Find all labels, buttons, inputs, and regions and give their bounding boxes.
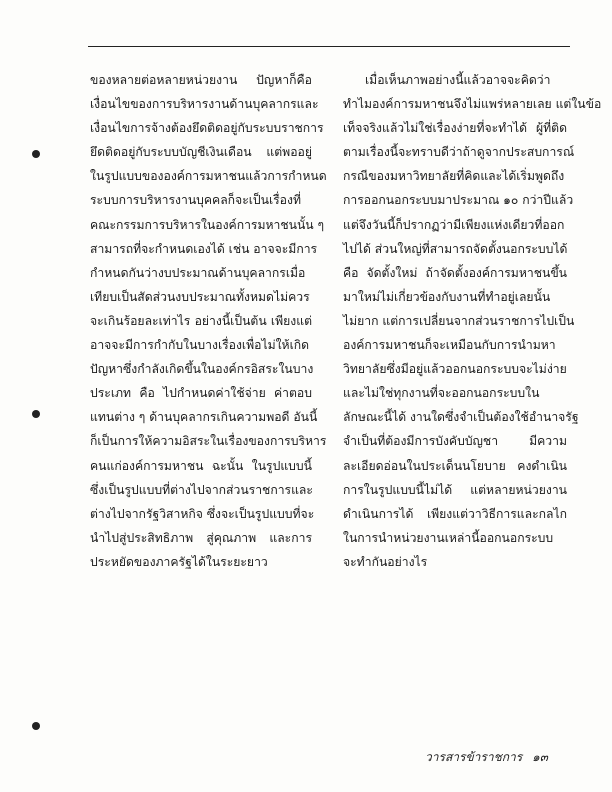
- text-line: ก็เป็นการให้ความอิสระในเรื่องของการบริหาร: [90, 434, 327, 449]
- text-line: จำเป็นที่ต้องมีการบังคับบัญชา มีความ: [343, 434, 567, 449]
- text-line: ยึดติดอยู่กับระบบบัญชีเงินเดือน แต่พออยู่: [90, 145, 312, 160]
- text-line: ไม่ยาก แต่การเปลี่ยนจากส่วนราชการไปเป็น: [343, 313, 575, 328]
- text-line: การออกนอกระบบมาประมาณ ๑๐ กว่าปีแล้ว: [343, 193, 574, 208]
- text-line: กรณีของมหาวิทยาลัยที่คิดและได้เริ่มพูดถึง: [343, 169, 565, 184]
- text-line: ดำเนินการได้ เพียงแต่วาวิธีการและกลไก: [343, 506, 567, 521]
- text-line: กำหนดกันว่างบประมาณด้านบุคลากรเมื่อ: [90, 265, 306, 280]
- text-line: จะเกินร้อยละเท่าไร อย่างนี้เป็นต้น เพียงแต่: [90, 313, 312, 328]
- text-line: ไปได้ ส่วนใหญ่ที่สามารถจัดตั้งนอกระบบได้: [343, 241, 568, 256]
- left-column: [90, 68, 327, 574]
- text-line: องค์การมหาชนก็จะเหมือนกับการนำมหา: [343, 338, 556, 353]
- text-line: ประหยัดของภาครัฐได้ในระยะยาว: [90, 554, 268, 569]
- text-line: ตามเรื่องนี้จะทราบดีว่าถ้าดูจากประสบการณ์: [343, 145, 575, 160]
- text-line: ของหลายต่อหลายหน่วยงาน ปัญหาก็คือ: [90, 73, 312, 87]
- text-line: คนแก่องค์การมหาชน ฉะนั้น ในรูปแบบนี้: [90, 458, 312, 473]
- journal-name: วารสารข้าราชการ: [425, 750, 523, 764]
- text-line: ประเภท คือ ไปกำหนดค่าใช้จ่าย ค่าตอบ: [90, 386, 312, 401]
- text-line: แทนต่าง ๆ ด้านบุคลากรเกินความพอดี อันนี้: [90, 410, 318, 425]
- page-number: ๑๓: [532, 750, 548, 764]
- page-footer: [415, 748, 548, 767]
- top-rule: [88, 46, 570, 47]
- text-line: คณะกรรมการบริหารในองค์การมหาชนนั้น ๆ: [90, 217, 325, 232]
- text-line: แต่จึงวันนี้ก็ปรากฏว่ามีเพียงแห่งเดียวที่ออก: [343, 217, 565, 232]
- text-line: เมื่อเห็นภาพอย่างนี้แล้วอาจจะคิดว่า: [365, 73, 551, 87]
- text-line: คือ จัดตั้งใหม่ ถ้าจัดตั้งองค์การมหาชนขึ้น: [343, 265, 567, 280]
- text-line: เทียบเป็นสัดส่วนงบประมาณทั้งหมดไม่ควร: [90, 289, 310, 304]
- text-line: วิทยาลัยซึ่งมีอยู่แล้วออกนอกระบบจะไม่ง่าย: [343, 362, 567, 377]
- text-line: จะทำกันอย่างไร: [343, 554, 428, 569]
- text-line: ในรูปแบบขององค์การมหาชนแล้วการกำหนด: [90, 169, 327, 184]
- text-line: มาใหม่ไม่เกี่ยวข้องกับงานที่ทำอยู่เลยนั้น: [343, 289, 551, 304]
- punch-hole: [32, 722, 40, 730]
- text-line: เงื่อนไขของการบริหารงานด้านบุคลากรและ: [90, 97, 319, 112]
- text-line: ทำไมองค์การมหาชนจึงไม่แพร่หลายเลย แต่ในข้อ: [343, 97, 602, 112]
- text-line: เท็จจริงแล้วไม่ใช่เรื่องง่ายที่จะทำได้ ผู้ที่ติด: [343, 121, 567, 136]
- right-column: [343, 68, 602, 574]
- punch-hole: [32, 410, 40, 418]
- text-line: ระบบการบริหารงานบุคคลก็จะเป็นเรื่องที่: [90, 193, 301, 208]
- text-line: นำไปสู่ประสิทธิภาพ สู่คุณภาพ และการ: [90, 530, 312, 545]
- text-line: สามารถที่จะกำหนดเองได้ เช่น อาจจะมีการ: [90, 241, 318, 256]
- text-line: การในรูปแบบนี้ไม่ได้ แต่หลายหน่วยงาน: [343, 482, 567, 497]
- text-line: ละเอียดอ่อนในประเด็นนโยบาย คงดำเนิน: [343, 458, 567, 473]
- text-line: ในการนำหน่วยงานเหล่านี้ออกนอกระบบ: [343, 530, 554, 545]
- text-line: ต่างไปจากรัฐวิสาหกิจ ซึ่งจะเป็นรูปแบบที่จะ: [90, 506, 315, 521]
- text-line: และไม่ใช่ทุกงานที่จะออกนอกระบบใน: [343, 386, 540, 401]
- punch-hole: [32, 150, 40, 158]
- text-line: อาจจะมีการกำกับในบางเรื่องเพื่อไม่ให้เกิด: [90, 338, 310, 353]
- text-line: ซึ่งเป็นรูปแบบที่ต่างไปจากส่วนราชการและ: [90, 482, 313, 497]
- text-line: เงื่อนไขการจ้างต้องยึดติดอยู่กับระบบราชการ: [90, 121, 324, 136]
- text-line: ปัญหาซึ่งกำลังเกิดขึ้นในองค์กรอิสระในบาง: [90, 362, 314, 377]
- text-line: ลักษณะนี้ได้ งานใดซึ่งจำเป็นต้องใช้อำนาจรัฐ: [343, 410, 579, 425]
